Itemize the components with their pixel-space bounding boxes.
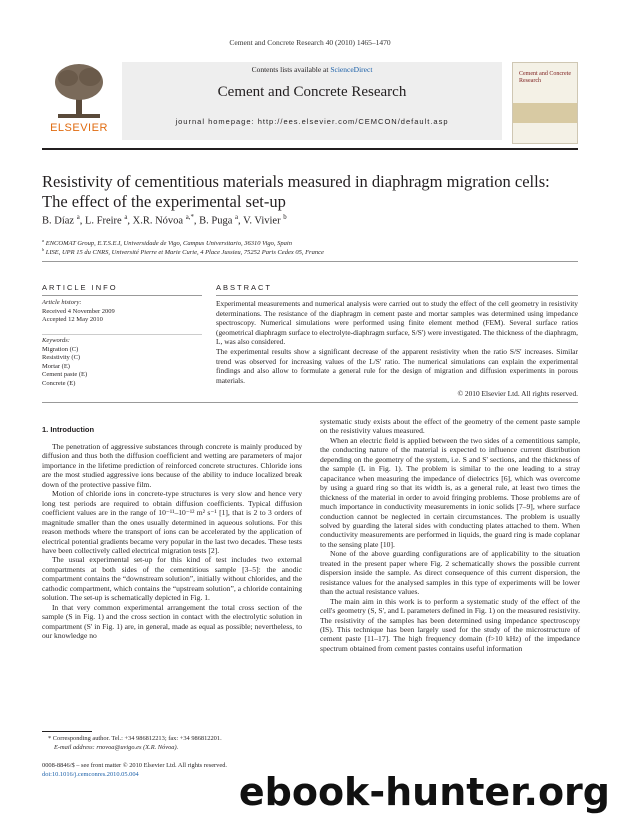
affiliation-text: ENCOMAT Group, E.T.S.E.I, Universidade de Vigo, Campus Universitario, 36310 Vigo, Spain: [45, 240, 292, 248]
abstract-paragraph: Experimental measurements and numerical analysis were carried out to study the effect of the cell geometry in resistivity determinations. The resistance of the diaphragm in cement paste and mortar samples was determined using impedance spectroscopy. Numerical simulations were performed using finite element method (FEM). Several surface ratios (geometrical diaphragm surface to electrolyte-diaphragm surface, S/S') were investigated. The thickness of the diaphragm, L, was also considered.: [216, 299, 578, 347]
history-label: Article history:: [42, 299, 82, 306]
keyword-item: Cement paste (E): [42, 371, 88, 378]
affiliation-a: [42, 238, 582, 247]
keyword-item: Resistivity (C): [42, 354, 81, 361]
keyword-item: Migration (C): [42, 345, 79, 353]
author-affil-mark[interactable]: a: [124, 214, 128, 221]
header-divider: [42, 261, 578, 262]
body-paragraph: The main aim in this work is to perform a systematic study of the effect of the cell's geometry (S, S', and L parameters defined in Fig. 1) on the measured resistivity. The resistivity of the samples has been determined using impedance spectroscopy (IS). This technique has been largely used for the study of the microstructure of cement paste [11–17]. The high frequency domain (f>10 kHz) of the impedance spectrum obtained from cement pastes contains useful information: [320, 596, 580, 653]
author-list: B. Díaz $^a$, L. Freire $^a$, X.R. Nóvoa $^{a,*}$, B. Puga $^a$, V. Vivier $^b$: [42, 214, 287, 227]
author-affil-mark[interactable]: a,*: [185, 214, 194, 221]
title-line-1: Resistivity of cementitious materials measured in diaphragm migration cells:: [42, 172, 550, 191]
author-name: B. Díaz: [42, 215, 75, 227]
affiliation-text: LISE, UPR 15 du CNRS, Université Pierre et Marie Curie, 4 Place Jussieu, 75252 Paris Cedex 05, France: [45, 249, 324, 257]
article-info-divider: [42, 295, 202, 296]
doi-link[interactable]: doi:10.1016/j.cemconres.2010.05.004: [42, 770, 139, 778]
author-affil-mark[interactable]: b: [283, 214, 287, 221]
watermark: ebook-hunter.org: [238, 770, 610, 814]
corresponding-author-note: * Corresponding author. Tel.: +34 986812213; fax: +34 986812201.: [48, 735, 222, 742]
elsevier-tree-icon: [50, 62, 108, 120]
author-affil-mark[interactable]: a: [76, 214, 80, 221]
cover-title: Cement and Concrete Research: [519, 71, 571, 84]
email-note[interactable]: E-mail address: rnovoa@uvigo.es (X.R. Nóvoa).: [54, 743, 179, 751]
section-heading-introduction: 1. Introduction: [42, 425, 95, 434]
journal-cover-thumbnail: [512, 62, 578, 144]
left-column: [42, 442, 302, 641]
elsevier-wordmark: ELSEVIER: [50, 122, 108, 134]
abstract-body: [216, 299, 578, 385]
cover-band: [513, 103, 577, 123]
keywords-block: [42, 337, 202, 388]
body-paragraph: Motion of chloride ions in concrete-type structures is very slow and hence very long test periods are required to obtain diffusion coefficients. Typical diffusion coefficient values are in the range of 10⁻¹¹–10⁻¹² m² s⁻¹ [1], that is 2 to 3 orders of magnitude smaller than the ones usually determined in aqueous solutions. For this reason methods where the transport of ions can be accelerated by the application of electrical potential gradients became very popular in the last two decades. These tests have been collectively called electrical migration tests [2].: [42, 489, 302, 555]
author-affil-mark[interactable]: a: [235, 214, 239, 221]
title-line-2: The effect of the experimental set-up: [42, 192, 286, 211]
abstract-paragraph: The experimental results show a significant decrease of the apparent resistivity when the ratio S/S' increases. Similar trend was observed for increasing values of the L/S' ratio. The numerical simulations can explain the experimental findings and also allow to formulate a general rule for the design of migration and diffusion experiments in porous materials.: [216, 346, 578, 385]
journal-masthead: [42, 62, 578, 144]
running-head: Cement and Concrete Research 40 (2010) 1465–1470: [229, 38, 391, 47]
article-history: [42, 299, 202, 325]
copyright-notice: © 2010 Elsevier Ltd. All rights reserved.: [457, 389, 578, 398]
affiliation-b: [42, 247, 582, 256]
affiliation-mark: a: [42, 238, 45, 243]
author-name: V. Vivier: [243, 215, 281, 227]
body-paragraph: The usual experimental set-up for this kind of test includes two external compartments at both sides of the cementitious sample [3–5]: the anodic compartment contains the “downstream solution”, initially without chlorides, and the cathodic compartment, which contains the “upstream solution”, a chloride containing solution. The set-up is schematically depicted in Fig. 1.: [42, 555, 302, 603]
article-info-heading: ARTICLE INFO: [42, 283, 118, 292]
abstract-heading: ABSTRACT: [216, 283, 273, 292]
info-divider: [42, 334, 202, 335]
elsevier-logo: [42, 62, 116, 140]
right-column: [320, 417, 580, 653]
journal-title: Cement and Concrete Research: [217, 84, 407, 100]
body-paragraph: None of the above guarding configurations are of applicability to the situation treated in the present paper where Fig. 2 schematically shows the possible current dispersion inside the sample. As direct consequence of this current dispersion, the resistance values for the analysed samples in this type of experiments will be lower than the actual resistance values.: [320, 549, 580, 597]
issn-line: 0008-8846/$ – see front matter © 2010 Elsevier Ltd. All rights reserved.: [42, 762, 227, 769]
homepage-prefix: journal homepage:: [175, 117, 258, 126]
accepted-date: Accepted 12 May 2010: [42, 316, 103, 323]
contents-line: [122, 65, 502, 74]
abstract-bottom-divider: [42, 402, 578, 403]
body-paragraph: In that very common experimental arrangement the total cross section of the sample (S in Fig. 1) and the cross section in contact with the electrolytic solution in compartment (S' in Fig. 1) are, in general, made as equal as possible; nevertheless, to our knowledge no: [42, 602, 302, 641]
body-paragraph: The penetration of aggressive substances through concrete is mainly produced by diffusion and thus both the diffusion coefficient and wetting are parameters of major importance in the lifetime prediction of reinforced concrete structures. Chloride ions are the most studied aggressive ions because of the ability to induce localized break down of the protective passive film.: [42, 442, 302, 489]
received-date: Received 4 November 2009: [42, 307, 115, 315]
keyword-item: Concrete (E): [42, 379, 76, 387]
sciencedirect-link[interactable]: ScienceDirect: [330, 65, 373, 74]
homepage-url[interactable]: http://ees.elsevier.com/CEMCON/default.asp: [257, 117, 449, 126]
footnote: [42, 735, 302, 752]
journal-homepage: [122, 117, 502, 126]
body-paragraph: When an electric field is applied between the two sides of a cementitious sample, the conducting nature of the material is expected to influence current distribution depending on the geometry of the system, i.e. S and S' sections, and the thickness of the sample (L in Fig. 1). The problem is similar to the one leading to a stray capacitance when measuring the impedance of dielectrics [6], which was overcome by using a guard ring so that its width is, as a general rule, at least two times the thickness of the material in order to avoid fringing problems. Those problems are of much importance in conductivity measurements in ionic solids [7–9], where surface conduction cannot be neglected in certain circumstances. The problem is usually solved by guarding the lateral sides with conducting plates attached to them. When conductivity measurements are performed in liquids, the guard ring is made coplanar to the sensing plate [10].: [320, 435, 580, 549]
keyword-item: Mortar (E): [42, 362, 70, 370]
body-paragraph: systematic study exists about the effect of the geometry of the cement paste sample on the resistivity values measured.: [320, 417, 580, 436]
article-title: [42, 172, 582, 212]
author-name: L. Freire: [84, 215, 122, 227]
abstract-divider: [216, 295, 578, 296]
masthead-banner: [122, 62, 502, 140]
author-name: B. Puga: [199, 215, 233, 227]
footnote-divider: [42, 731, 92, 732]
masthead-divider: [42, 148, 578, 150]
affiliation-mark: b: [42, 247, 45, 252]
contents-prefix: Contents lists available at: [251, 65, 331, 74]
author-name: X.R. Nóvoa: [132, 215, 184, 227]
keywords-label: Keywords:: [42, 337, 70, 344]
